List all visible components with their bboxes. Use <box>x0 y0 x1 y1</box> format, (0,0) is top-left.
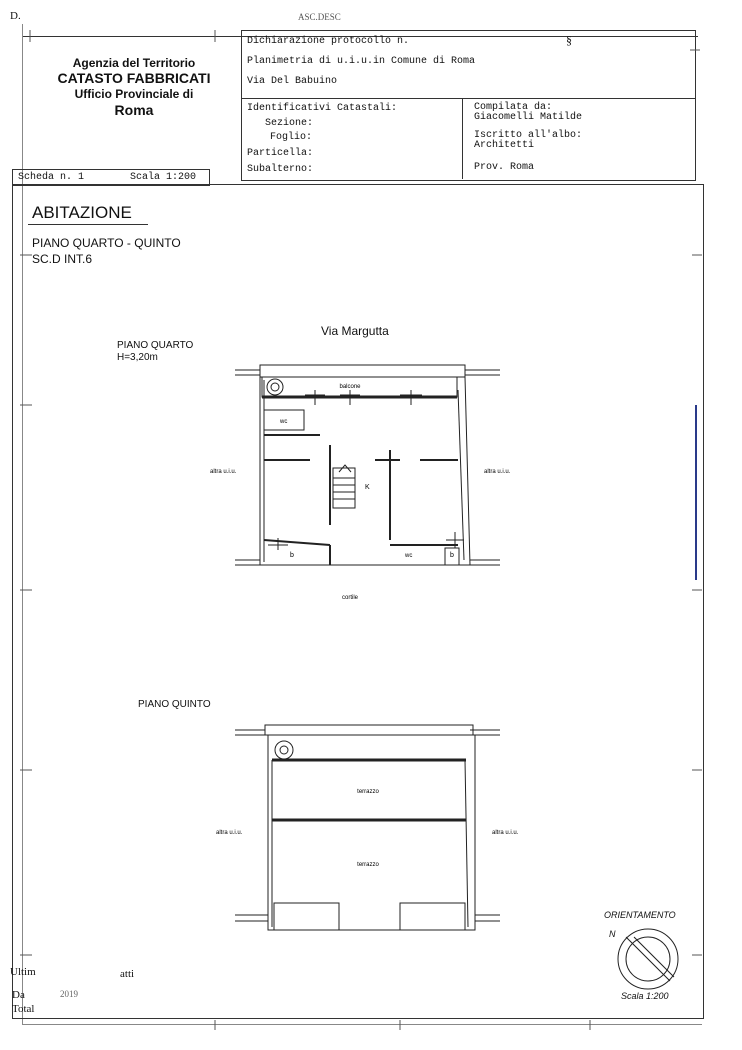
kitchen-label: K <box>365 484 370 491</box>
sezione-label: Sezione: <box>265 118 314 129</box>
b2-label: b <box>450 552 454 559</box>
agency-line3: Ufficio Provinciale di <box>74 87 194 102</box>
protocol-mark: § <box>566 33 572 47</box>
subalterno-label: Subalterno: <box>247 164 314 175</box>
top-fragment-left: D. <box>10 10 21 22</box>
orientation-label: ORIENTAMENTO <box>604 910 676 920</box>
street-label: Via Margutta <box>321 324 389 338</box>
floor4-height: H=3,20m <box>117 352 158 363</box>
floor5-left-neighbor: altra u.i.u. <box>216 830 243 836</box>
subtitle-scala: SC.D INT.6 <box>32 252 93 266</box>
cortile-label: cortile <box>341 595 359 601</box>
particella-label: Particella: <box>247 148 314 159</box>
footer-ultim-tail: atti <box>120 968 135 980</box>
terrazzo1-label: terrazzo <box>357 789 379 795</box>
north-label: N <box>609 929 616 939</box>
floor4-label: PIANO QUARTO <box>117 340 194 351</box>
protocol-text: Dichiarazione protocollo n. <box>247 36 410 47</box>
floor5-right-neighbor: altra u.i.u. <box>492 830 519 836</box>
terrazzo2-label: terrazzo <box>357 862 379 868</box>
compilata-name: Giacomelli Matilde <box>474 112 583 123</box>
ident-title: Identificativi Catastali: <box>247 103 398 114</box>
wc2-label: wc <box>405 553 413 559</box>
agency-line2: CATASTO FABBRICATI <box>57 70 211 87</box>
b1-label: b <box>290 552 294 559</box>
floor5-label: PIANO QUINTO <box>138 699 211 710</box>
subtitle-floors: PIANO QUARTO - QUINTO <box>32 236 181 250</box>
iscritto-label: Iscritto all'albo: <box>474 130 583 141</box>
page-title: ABITAZIONE <box>32 203 132 222</box>
footer-da: Da <box>12 989 25 1001</box>
footer-totale: Total <box>12 1003 35 1015</box>
top-fragment-right: ASC.DESC <box>298 12 341 22</box>
scheda-label: Scheda n. 1 <box>18 172 85 183</box>
agency-line4: Roma <box>114 101 154 118</box>
address-text: Via Del Babuino <box>247 76 338 87</box>
floor4-right-neighbor: altra u.i.u. <box>484 469 511 475</box>
footer-da-mid: 2019 <box>60 989 78 999</box>
wc1-label: wc <box>280 419 288 425</box>
planimetria-text: Planimetria di u.i.u.in Comune di Roma <box>247 56 476 67</box>
foglio-label: Foglio: <box>270 132 313 143</box>
floor4-left-neighbor: altra u.i.u. <box>210 469 237 475</box>
iscritto-value: Architetti <box>474 140 535 151</box>
compilata-label: Compilata da: <box>474 102 553 113</box>
balcone-label: balcone <box>339 384 361 390</box>
prov-text: Prov. Roma <box>474 162 535 173</box>
scheda-scale: Scala 1:200 <box>130 172 197 183</box>
footer-ultim: Ultim <box>10 966 36 978</box>
agency-line1: Agenzia del Territorio <box>72 56 196 70</box>
orientation-scale: Scala 1:200 <box>621 991 669 1001</box>
